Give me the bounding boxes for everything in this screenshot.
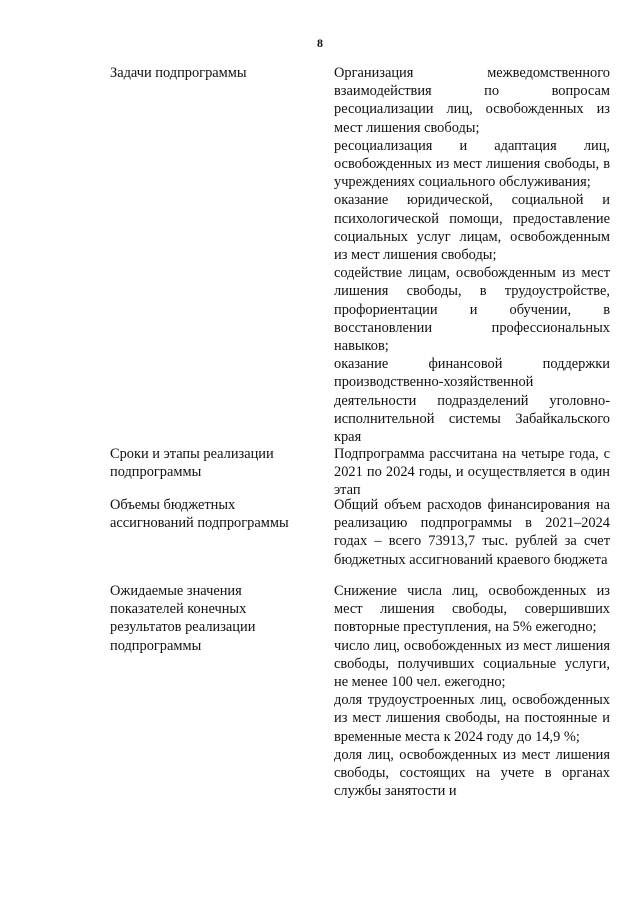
row-label: Объемы бюджетных ассигнований подпрограммы [110, 497, 289, 532]
value-paragraph: содействие лицам, освобожденным из мест лишения свободы, в трудоустройстве, профориентации и обучении, в восстановлении профессиональных навыков; [334, 265, 610, 355]
value-paragraph: число лиц, освобожденных из мест лишения свободы, получивших социальные услуги, не менее 100 чел. ежегодно; [334, 637, 610, 691]
value-paragraph: Общий объем расходов финансирования на реализацию подпрограммы в 2021–2024 годах – всего 73913,7 тыс. рублей за счет бюджетных ассигнований краевого бюджета [334, 497, 610, 568]
row-value [334, 496, 610, 569]
row-label: Сроки и этапы реализации подпрограммы [110, 446, 274, 481]
row-label: Задачи подпрограммы [110, 65, 247, 81]
page-number: 8 [317, 36, 323, 50]
value-paragraph: Организация межведомственного взаимодействия по вопросам ресоциализации лиц, освобожденных из мест лишения свободы; [334, 65, 610, 136]
value-paragraph: Подпрограмма рассчитана на четыре года, с 2021 по 2024 годы, и осуществляется в один этап [334, 446, 610, 499]
value-paragraph: оказание юридической, социальной и психологической помощи, предоставление социальных услуг лицам, освобожденным из мест лишения свободы; [334, 192, 610, 264]
row-value [334, 64, 610, 446]
value-paragraph: Снижение числа лиц, освобожденных из мест лишения свободы, совершивших повторные преступления, на 5% ежегодно; [334, 583, 610, 636]
value-paragraph: доля лиц, освобожденных из мест лишения свободы, состоящих на учете в органах службы занятости и [334, 746, 610, 800]
row-value [334, 582, 610, 800]
row-label: Ожидаемые значения показателей конечных результатов реализации подпрограммы [110, 583, 256, 654]
value-paragraph: ресоциализация и адаптация лиц, освобожденных из мест лишения свободы, в учреждениях социального обслуживания; [334, 137, 610, 191]
value-paragraph: доля трудоустроенных лиц, освобожденных из мест лишения свободы, на постоянные и временные места к 2024 году до 14,9 %; [334, 692, 610, 745]
value-paragraph: оказание финансовой поддержки производственно-хозяйственной деятельности подразделений уголовно-исполнительной системы Забайкальского края [334, 356, 610, 446]
row-value [334, 445, 610, 500]
